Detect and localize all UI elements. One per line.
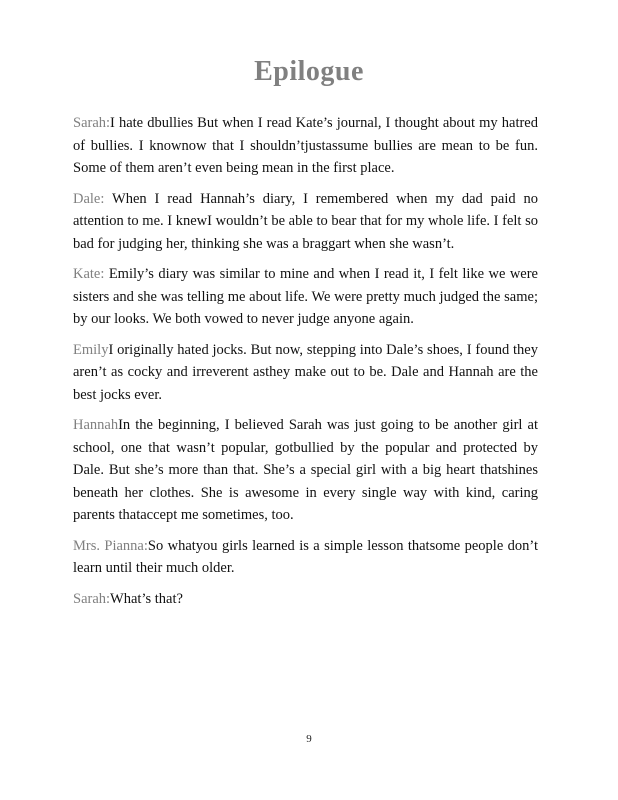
- paragraph-sarah-2: [73, 588, 538, 611]
- page-number: 9: [306, 733, 312, 745]
- paragraph-text: When I read Hannah’s diary, I remembered when my dad paid no attention to me. I knewI wouldn’t be able to bear that for my whole life. I felt so bad for judging her, thinking she was a braggart when she wasn’t.: [73, 190, 539, 252]
- paragraph-text: I originally hated jocks. But now, stepping into Dale’s shoes, I found they aren’t as cocky and irreverent asthey make out to be. Dale and Hannah are the best jocks ever.: [73, 341, 538, 403]
- paragraph-text: In the beginning, I believed Sarah was just going to be another girl at school, one that wasn’t popular, gotbullied by the popular and protected by Dale. But she’s more than that. She’s a special girl with a big heart thatshines beneath her clothes. She is awesome in every single way with kind, caring parents thataccept me sometimes, too.: [73, 417, 538, 523]
- paragraph-text: Emily’s diary was similar to mine and when I read it, I felt like we were sisters and she was telling me about life. We were pretty much judged the same; by our looks. We both vowed to never judge anyone again.: [73, 266, 538, 327]
- paragraph-text: I hate dbullies But when I read Kate’s journal, I thought about my hatred of bullies. I knownow that I shouldn’tjustassume bullies are mean to be fun. Some of them aren’t even being mean in the first place.: [73, 115, 538, 176]
- speaker-label: Hannah: [73, 417, 119, 433]
- epilogue-body: [73, 112, 538, 618]
- speaker-label: Kate:: [73, 266, 109, 282]
- speaker-label: Sarah:: [73, 590, 111, 607]
- paragraph-kate: [73, 263, 538, 331]
- speaker-label: Dale:: [73, 190, 113, 207]
- paragraph-text: So whatyou girls learned is a simple lesson thatsome people don’t learn until their much older.: [73, 537, 538, 576]
- paragraph-text: What’s that?: [110, 590, 183, 607]
- paragraph-dale: [73, 188, 538, 256]
- speaker-label: Mrs. Pianna:: [73, 537, 148, 554]
- paragraph-sarah-1: [73, 112, 538, 180]
- page-title: Epilogue: [254, 56, 364, 87]
- speaker-label: Emily: [73, 341, 109, 358]
- speaker-label: Sarah:: [73, 115, 111, 131]
- paragraph-hannah: [73, 414, 538, 527]
- paragraph-mrs-pianna: [73, 535, 538, 580]
- paragraph-emily: [73, 339, 538, 407]
